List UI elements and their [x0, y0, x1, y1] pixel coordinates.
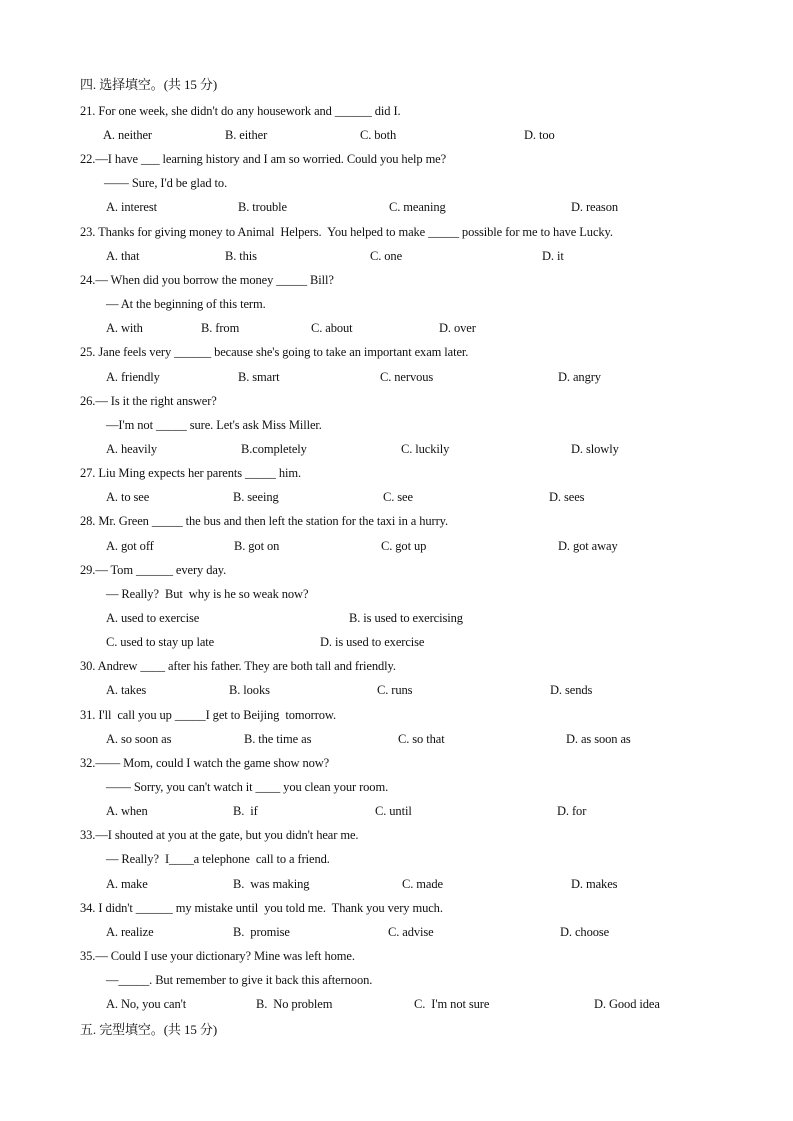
q26-option-a: A. heavily — [106, 442, 158, 456]
question-26-reply: —I'm not _____ sure. Let's ask Miss Miller. — [106, 418, 322, 432]
q34-option-a: A. realize — [106, 925, 154, 939]
q28-option-a: A. got off — [106, 539, 154, 553]
question-35-reply: —_____. But remember to give it back this afternoon. — [106, 973, 373, 987]
q35-option-a: A. No, you can't — [106, 997, 187, 1011]
question-28-stem: 28. Mr. Green _____ the bus and then left the station for the taxi in a hurry. — [80, 514, 449, 528]
question-32-stem: 32.—— Mom, could I watch the game show now? — [80, 756, 330, 770]
q21-option-d: D. too — [524, 128, 555, 142]
q30-option-b: B. looks — [229, 683, 270, 697]
q33-option-b: B. was making — [233, 877, 310, 891]
q24-option-d: D. over — [439, 321, 476, 335]
q34-option-c: C. advise — [388, 925, 434, 939]
q33-option-a: A. make — [106, 877, 148, 891]
q22-option-d: D. reason — [571, 200, 619, 214]
q24-option-c: C. about — [311, 321, 353, 335]
q28-option-b: B. got on — [234, 539, 280, 553]
question-24-reply: — At the beginning of this term. — [106, 297, 266, 311]
question-35-stem: 35.— Could I use your dictionary? Mine was left home. — [80, 949, 355, 963]
question-23-stem: 23. Thanks for giving money to Animal Helpers. You helped to make _____ possible for me to have Lucky. — [80, 225, 613, 239]
question-21-stem: 21. For one week, she didn't do any housework and ______ did I. — [80, 104, 401, 118]
q26-option-b: B.completely — [241, 442, 307, 456]
q32-option-a: A. when — [106, 804, 148, 818]
q27-option-c: C. see — [383, 490, 413, 504]
question-27-stem: 27. Liu Ming expects her parents _____ him. — [80, 466, 302, 480]
q29-option-c: C. used to stay up late — [106, 635, 215, 649]
q32-option-b: B. if — [233, 804, 258, 818]
q27-option-d: D. sees — [549, 490, 585, 504]
q21-option-a: A. neither — [103, 128, 152, 142]
q29-option-d: D. is used to exercise — [320, 635, 425, 649]
q35-option-d: D. Good idea — [594, 997, 660, 1011]
q31-option-c: C. so that — [398, 732, 445, 746]
q23-option-a: A. that — [106, 249, 140, 263]
q34-option-d: D. choose — [560, 925, 610, 939]
q29-option-b: B. is used to exercising — [349, 611, 463, 625]
q31-option-d: D. as soon as — [566, 732, 631, 746]
question-24-stem: 24.— When did you borrow the money _____ Bill? — [80, 273, 334, 287]
q32-option-d: D. for — [557, 804, 587, 818]
q21-option-b: B. either — [225, 128, 268, 142]
question-30-stem: 30. Andrew ____ after his father. They are both tall and friendly. — [80, 659, 396, 673]
q28-option-c: C. got up — [381, 539, 427, 553]
q23-option-b: B. this — [225, 249, 257, 263]
q35-option-c: C. I'm not sure — [414, 997, 490, 1011]
q30-option-a: A. takes — [106, 683, 147, 697]
question-31-stem: 31. I'll call you up _____I get to Beijing tomorrow. — [80, 708, 337, 722]
question-22-stem: 22.—I have ___ learning history and I am so worried. Could you help me? — [80, 152, 447, 166]
q26-option-c: C. luckily — [401, 442, 450, 456]
q22-option-c: C. meaning — [389, 200, 446, 214]
question-26-stem: 26.— Is it the right answer? — [80, 394, 217, 408]
q27-option-a: A. to see — [106, 490, 150, 504]
q32-option-c: C. until — [375, 804, 412, 818]
section-5-title: 五. 完型填空。(共 15 分) — [80, 1022, 218, 1037]
q25-option-d: D. angry — [558, 370, 601, 384]
q25-option-b: B. smart — [238, 370, 280, 384]
q21-option-c: C. both — [360, 128, 397, 142]
q33-option-c: C. made — [402, 877, 443, 891]
q27-option-b: B. seeing — [233, 490, 279, 504]
q28-option-d: D. got away — [558, 539, 618, 553]
q29-option-a: A. used to exercise — [106, 611, 200, 625]
q23-option-d: D. it — [542, 249, 564, 263]
q25-option-a: A. friendly — [106, 370, 160, 384]
question-32-reply: —— Sorry, you can't watch it ____ you clean your room. — [106, 780, 389, 794]
q22-option-b: B. trouble — [238, 200, 287, 214]
q23-option-c: C. one — [370, 249, 403, 263]
question-34-stem: 34. I didn't ______ my mistake until you told me. Thank you very much. — [80, 901, 443, 915]
q31-option-b: B. the time as — [244, 732, 312, 746]
q33-option-d: D. makes — [571, 877, 618, 891]
q34-option-b: B. promise — [233, 925, 290, 939]
question-33-stem: 33.—I shouted at you at the gate, but you didn't hear me. — [80, 828, 359, 842]
q26-option-d: D. slowly — [571, 442, 619, 456]
q30-option-c: C. runs — [377, 683, 413, 697]
q30-option-d: D. sends — [550, 683, 593, 697]
q24-option-a: A. with — [106, 321, 143, 335]
q31-option-a: A. so soon as — [106, 732, 172, 746]
q22-option-a: A. interest — [106, 200, 157, 214]
q25-option-c: C. nervous — [380, 370, 434, 384]
q24-option-b: B. from — [201, 321, 240, 335]
q35-option-b: B. No problem — [256, 997, 333, 1011]
question-29-stem: 29.— Tom ______ every day. — [80, 563, 227, 577]
question-29-reply: — Really? But why is he so weak now? — [106, 587, 309, 601]
question-33-reply: — Really? I____a telephone call to a friend. — [106, 852, 330, 866]
question-25-stem: 25. Jane feels very ______ because she's going to take an important exam later. — [80, 345, 469, 359]
section-4-title: 四. 选择填空。(共 15 分) — [80, 77, 218, 92]
question-22-reply: —— Sure, I'd be glad to. — [104, 176, 228, 190]
